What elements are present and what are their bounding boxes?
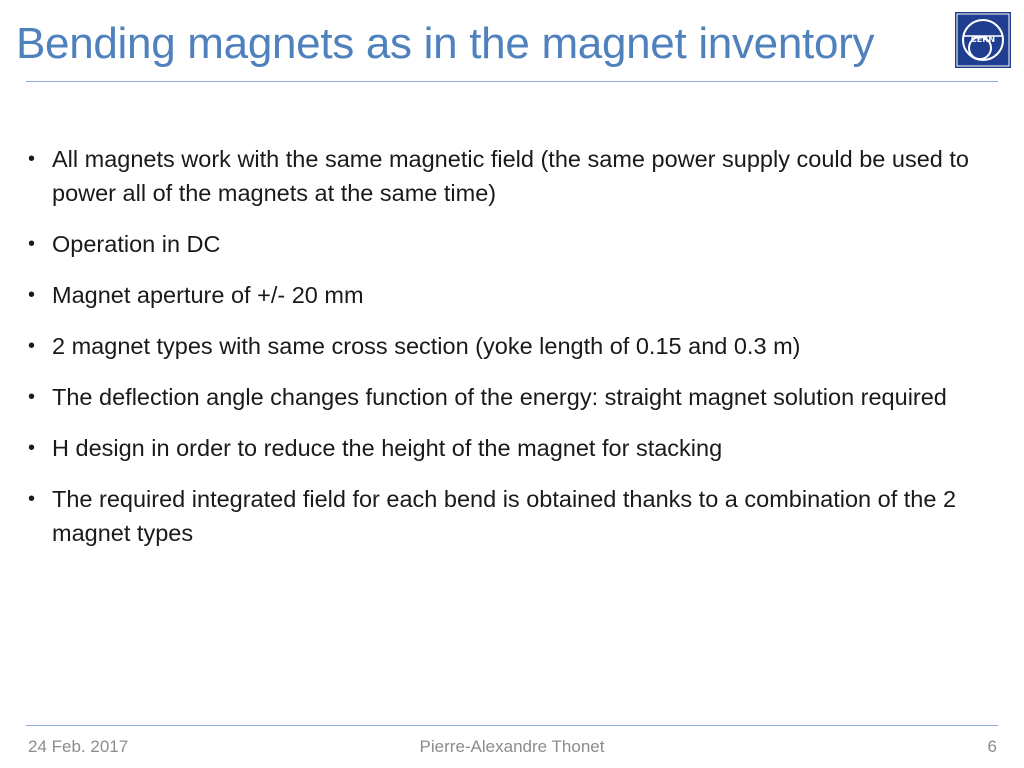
bullet-marker: • bbox=[28, 488, 36, 510]
logo-text: CERN bbox=[970, 35, 996, 44]
bullet-item bbox=[26, 482, 1006, 550]
footer-divider bbox=[26, 725, 998, 726]
page-number: 6 bbox=[987, 737, 997, 756]
bullet-text: H design in order to reduce the height of the magnet for stacking bbox=[52, 435, 723, 461]
slide-title: Bending magnets as in the magnet inventory bbox=[16, 19, 875, 68]
bullet-text: Operation in DC bbox=[52, 231, 221, 257]
bullet-marker: • bbox=[28, 148, 36, 170]
bullet-item bbox=[26, 227, 1006, 261]
bullet-marker: • bbox=[28, 386, 36, 408]
footer-author: Pierre-Alexandre Thonet bbox=[419, 737, 605, 756]
footer-date: 24 Feb. 2017 bbox=[28, 737, 129, 756]
bullet-item bbox=[26, 329, 1006, 363]
cern-logo bbox=[955, 12, 1011, 68]
bullet-marker: • bbox=[28, 233, 36, 255]
bullet-text: All magnets work with the same magnetic field (the same power supply could be used to power all of the magnets at the same time) bbox=[52, 146, 969, 206]
bullet-item bbox=[26, 278, 1006, 312]
bullet-marker: • bbox=[28, 437, 36, 459]
bullet-text: The required integrated field for each bend is obtained thanks to a combination of the 2 magnet types bbox=[52, 486, 957, 546]
title-divider bbox=[26, 81, 998, 82]
bullet-item bbox=[26, 431, 1006, 465]
bullet-marker: • bbox=[28, 284, 36, 306]
bullet-text: 2 magnet types with same cross section (yoke length of 0.15 and 0.3 m) bbox=[52, 333, 801, 359]
bullet-text: Magnet aperture of +/- 20 mm bbox=[52, 282, 364, 308]
bullet-text: The deflection angle changes function of the energy: straight magnet solution required bbox=[52, 384, 947, 410]
bullet-marker: • bbox=[28, 335, 36, 357]
bullet-item bbox=[26, 142, 1006, 210]
bullet-list bbox=[26, 142, 1006, 567]
bullet-item bbox=[26, 380, 1006, 414]
